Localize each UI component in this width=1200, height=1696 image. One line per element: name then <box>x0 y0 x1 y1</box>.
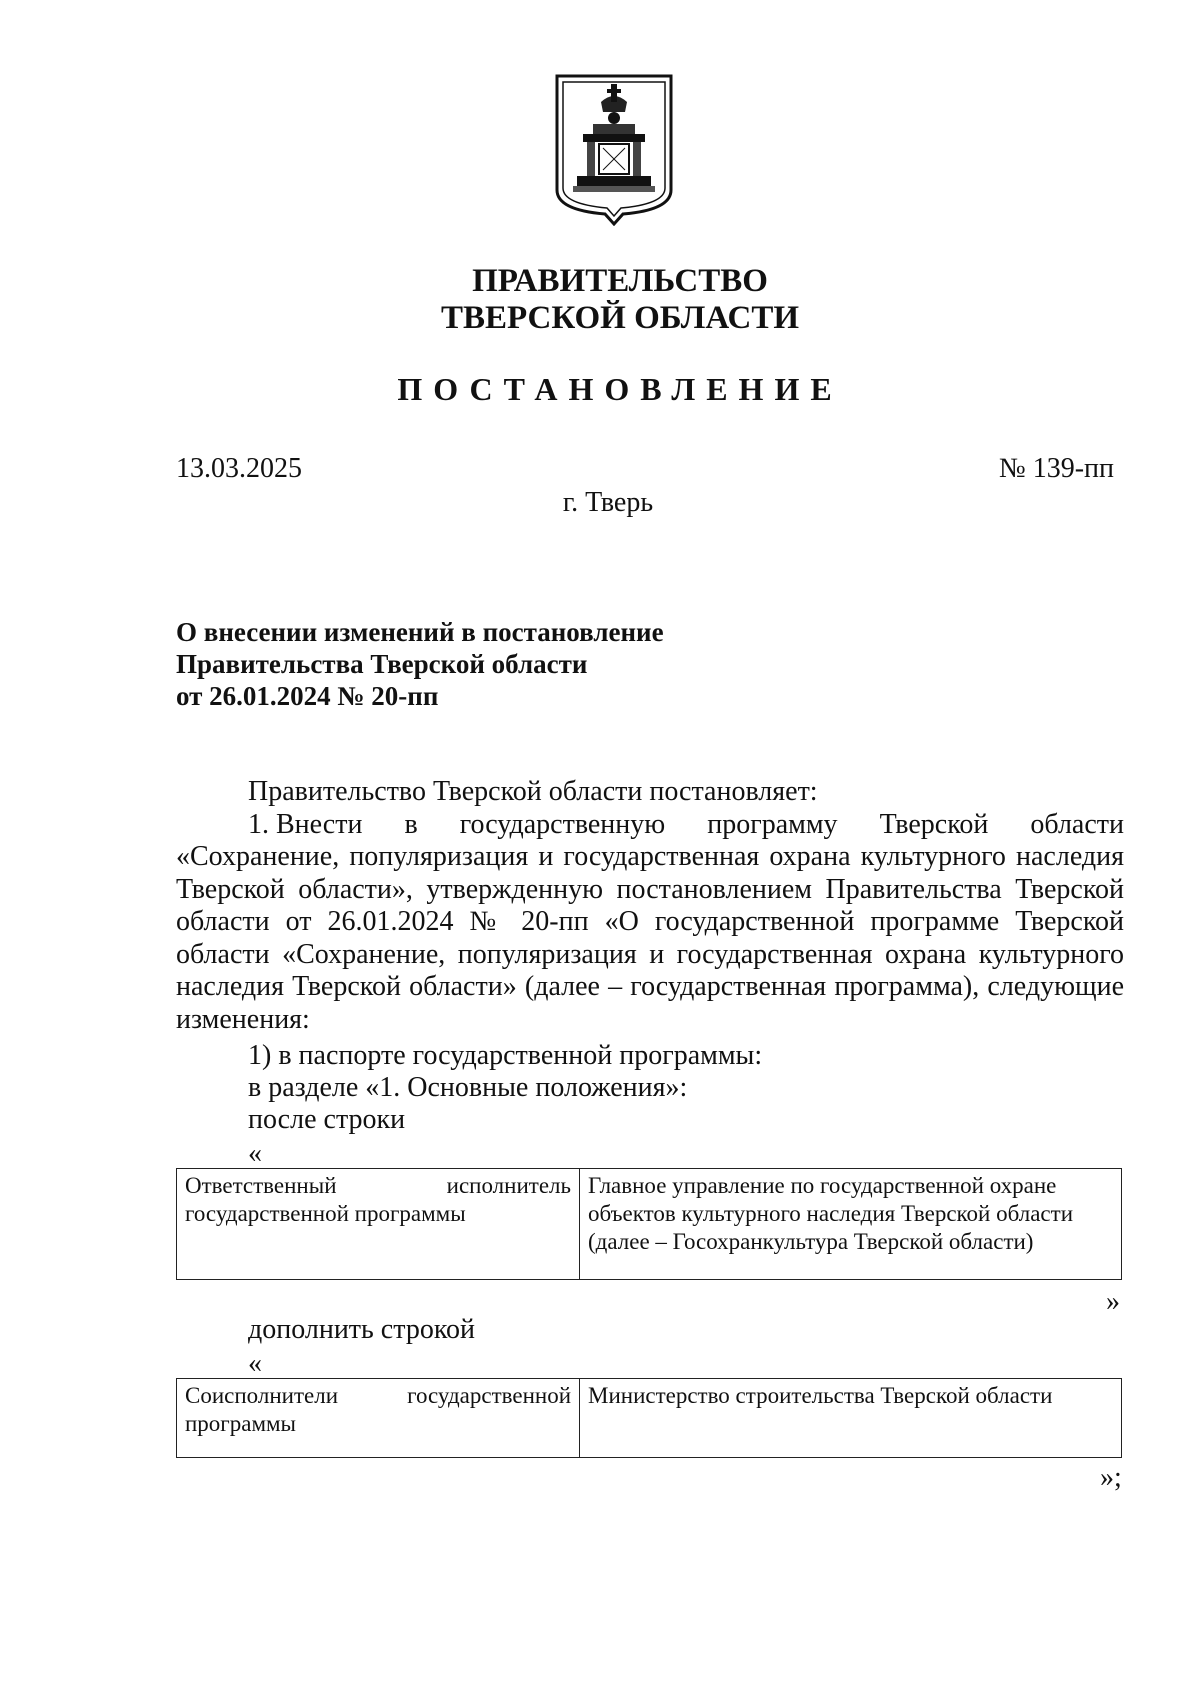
cell-line: объектов культурного наследия Тверской области <box>588 1201 1073 1226</box>
cell-line: Министерство строительства Тверской области <box>588 1383 1053 1408</box>
paragraph-line: области «Сохранение, популяризация и государственная охрана культурного <box>176 938 1124 970</box>
word: области <box>1030 808 1124 840</box>
tver-oblast-coat-of-arms-icon <box>553 72 675 226</box>
cell-line: (далее – Госохранкультура Тверской области) <box>588 1229 1034 1254</box>
table-cell-right <box>580 1169 1122 1280</box>
after-row-line: после строки <box>248 1104 406 1135</box>
paragraph-line: изменения: <box>176 1003 310 1035</box>
paragraph-line: наследия Тверской области» (далее – государственная программа), следующие <box>176 971 1124 1002</box>
word: программу <box>707 808 838 840</box>
table-cell-right <box>580 1379 1122 1458</box>
cell-line: программы <box>185 1411 297 1436</box>
paragraph-line: Тверской области», утвержденную постановлением Правительства Тверской <box>176 873 1124 905</box>
cell-line: Главное управление по государственной охране <box>588 1173 1057 1198</box>
paragraph-line: «Сохранение, популяризация и государственная охрана культурного наследия <box>176 841 1124 872</box>
paragraph-line: области от 26.01.2024 № 20-пп «О государственной программе Тверской <box>176 906 1124 937</box>
table-cell-left <box>177 1379 580 1458</box>
document-type: ПОСТАНОВЛЕНИЕ <box>397 371 843 407</box>
open-quote: « <box>248 1348 262 1379</box>
word: государственную <box>459 808 666 840</box>
cell-line <box>185 1382 571 1410</box>
document-number: № 139-пп <box>998 453 1114 484</box>
close-quote-semicolon: »; <box>1100 1462 1122 1493</box>
word: Тверской <box>879 808 989 840</box>
document-date: 13.03.2025 <box>176 453 302 484</box>
government-region: ТВЕРСКОЙ ОБЛАСТИ <box>440 300 800 336</box>
close-quote: » <box>1106 1286 1120 1317</box>
document-subject <box>176 616 664 712</box>
subject-line: от 26.01.2024 № 20-пп <box>176 681 439 711</box>
item-1: 1) в паспорте государственной программы: <box>248 1040 763 1071</box>
cell-line <box>185 1172 571 1200</box>
word: исполнитель <box>446 1173 571 1198</box>
table-new-row <box>176 1378 1122 1458</box>
government-title: ПРАВИТЕЛЬСТВО <box>472 263 768 299</box>
paragraph-line <box>176 809 1124 842</box>
document-city: г. Тверь <box>562 487 654 518</box>
table-existing-row <box>176 1168 1122 1280</box>
subject-line: Правительства Тверской области <box>176 649 588 679</box>
word: в <box>404 808 418 840</box>
table-row <box>177 1169 1122 1280</box>
word: Соисполнители <box>185 1383 339 1408</box>
open-quote: « <box>248 1138 262 1169</box>
table-cell-left <box>177 1169 580 1280</box>
word: государственной <box>407 1383 571 1408</box>
add-row-line: дополнить строкой <box>248 1314 475 1345</box>
word: Ответственный <box>185 1173 337 1198</box>
resolution-body <box>176 776 1124 1036</box>
intro-line: Правительство Тверской области постановляет: <box>248 776 818 807</box>
cell-line: государственной программы <box>185 1201 466 1226</box>
section-line: в разделе «1. Основные положения»: <box>248 1072 688 1103</box>
subject-line: О внесении изменений в постановление <box>176 617 664 647</box>
table-row <box>177 1379 1122 1458</box>
word: 1. Внести <box>248 808 363 840</box>
